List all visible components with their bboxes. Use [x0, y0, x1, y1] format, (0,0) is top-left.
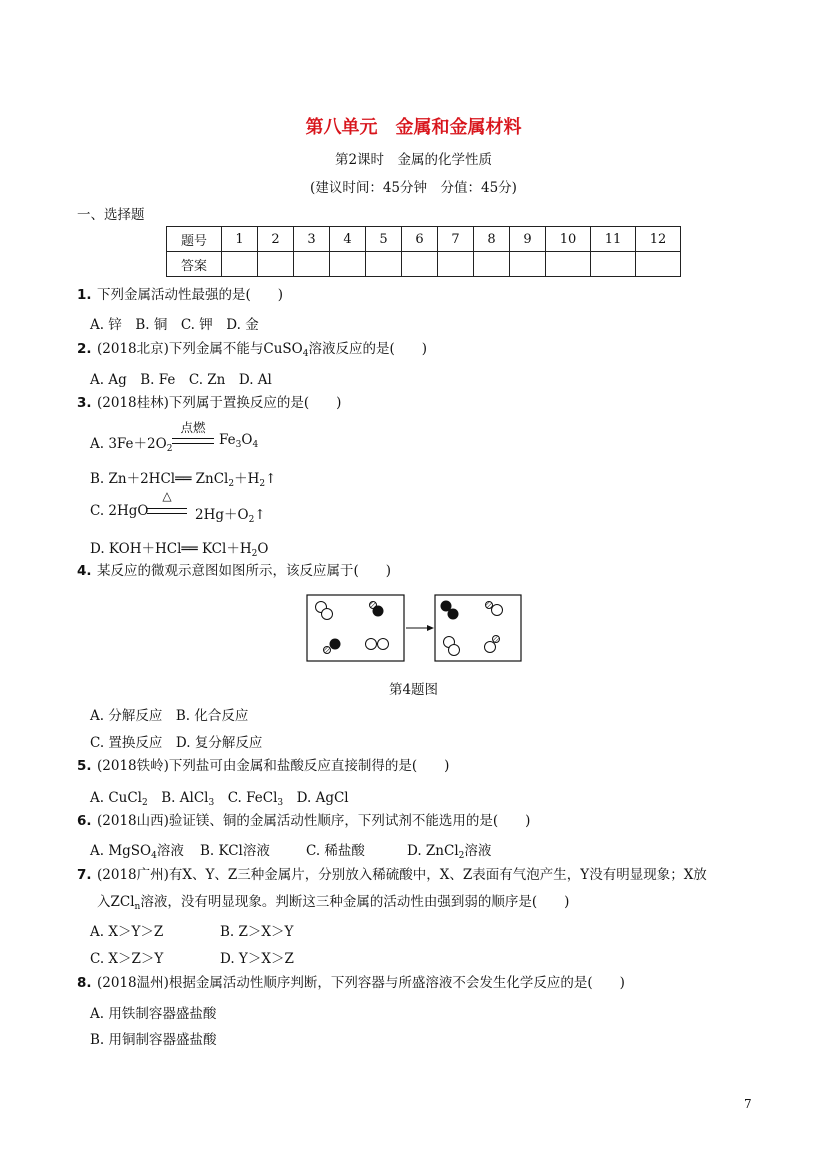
subscript: 2 — [248, 515, 255, 525]
equals-sign — [172, 438, 214, 444]
question-7-line-2 — [97, 893, 569, 916]
option-6d — [407, 839, 491, 861]
time-note: (建议时间：45分钟 分值：45分) — [310, 180, 517, 196]
equation-text: O — [241, 432, 253, 448]
option-8a: A. 用铁制容器盛盐酸 — [90, 1006, 217, 1022]
subscript: 3 — [235, 440, 242, 450]
question-number: 8. — [77, 975, 92, 991]
question-text: 入ZCl — [97, 894, 135, 910]
answer-cell[interactable] — [636, 252, 681, 277]
answer-cell[interactable] — [330, 252, 366, 277]
subscript: 2 — [142, 798, 148, 808]
option-text: A. MgSO — [90, 843, 152, 859]
answer-table — [166, 226, 681, 277]
option-6c: C. 稀盐酸 — [306, 843, 365, 859]
subscript: 2 — [251, 549, 258, 559]
section-heading: 一、选择题 — [77, 207, 145, 223]
question-5 — [77, 757, 449, 775]
option-text: B. AlCl — [147, 790, 209, 806]
option-7d: D. Y＞X＞Z — [220, 951, 294, 967]
arrow-head-icon — [427, 625, 434, 631]
question-number: 3. — [77, 395, 92, 411]
question-text: 溶液，没有明显现象。判断这三种金属的活动性由强到弱的顺序是( ) — [140, 894, 570, 910]
equation-text: ＋H — [234, 471, 260, 487]
table-cell: 8 — [474, 227, 510, 252]
question-4-options: C. 置换反应 D. 复分解反应 — [90, 735, 263, 751]
subscript: n — [134, 902, 141, 912]
question-2-options: A. Ag B. Fe C. Zn D. Al — [90, 372, 272, 388]
option-text: D. AgCl — [283, 790, 349, 806]
option-7a: A. X＞Y＞Z — [90, 924, 164, 940]
question-number: 7. — [77, 867, 92, 883]
option-7b: B. Z＞X＞Y — [220, 924, 294, 940]
option-3d — [90, 537, 268, 559]
question-number: 4. — [77, 563, 92, 579]
option-6a — [90, 839, 184, 861]
equation-text: Fe — [219, 432, 236, 448]
option-3b — [90, 467, 276, 489]
option-text: C. FeCl — [214, 790, 278, 806]
table-cell: 5 — [366, 227, 402, 252]
answer-cell[interactable] — [546, 252, 591, 277]
question-text: (2018北京)下列金属不能与CuSO — [97, 341, 303, 357]
question-text: 下列金属活动性最强的是( ) — [97, 287, 284, 303]
subscript: 2 — [458, 851, 465, 861]
answer-cell[interactable] — [294, 252, 330, 277]
question-text: (2018山西)验证镁、铜的金属活动性顺序，下列试剂不能选用的是( ) — [97, 813, 531, 829]
reaction-diagram — [306, 594, 522, 662]
unit-title: 第八单元 金属和金属材料 — [305, 117, 522, 138]
table-cell: 1 — [222, 227, 258, 252]
answer-cell[interactable] — [474, 252, 510, 277]
subscript: 4 — [302, 349, 309, 359]
question-6 — [77, 812, 530, 830]
subscript: 2 — [259, 479, 266, 489]
answer-cell[interactable] — [222, 252, 258, 277]
subscript: 4 — [252, 440, 259, 450]
question-text: (2018温州)根据金属活动性顺序判断，下列容器与所盛溶液不会发生化学反应的是( ) — [97, 975, 625, 991]
question-2 — [77, 340, 427, 363]
option-text: D. ZnCl — [407, 843, 459, 859]
equation-product — [219, 432, 258, 450]
answer-cell[interactable] — [591, 252, 636, 277]
answer-cell[interactable] — [258, 252, 294, 277]
subscript: 4 — [151, 851, 157, 861]
equation-text: 2Hg＋O — [195, 507, 249, 523]
answer-cell[interactable] — [438, 252, 474, 277]
question-8 — [77, 974, 625, 992]
question-number: 1. — [77, 287, 92, 303]
table-cell: 6 — [402, 227, 438, 252]
answer-cell[interactable] — [402, 252, 438, 277]
table-cell: 9 — [510, 227, 546, 252]
table-cell: 2 — [258, 227, 294, 252]
table-cell: 10 — [546, 227, 591, 252]
answer-cell[interactable] — [366, 252, 402, 277]
question-5-options — [90, 786, 349, 808]
option-text: 溶液 — [464, 843, 492, 859]
equation-text: B. Zn＋2HCl══ ZnCl — [90, 471, 229, 487]
gas-arrow-icon: ↑ — [265, 471, 277, 487]
option-7c: C. X＞Z＞Y — [90, 951, 164, 967]
question-3 — [77, 394, 341, 412]
gas-arrow-icon: ↑ — [254, 507, 266, 523]
row-label: 题号 — [167, 227, 222, 252]
subscript: 3 — [277, 798, 284, 808]
table-cell: 7 — [438, 227, 474, 252]
equation-product — [195, 503, 266, 525]
question-number: 5. — [77, 758, 92, 774]
option-6b: B. KCl溶液 — [200, 843, 270, 859]
question-text: 某反应的微观示意图如图所示，该反应属于( ) — [97, 563, 392, 579]
question-4-options: A. 分解反应 B. 化合反应 — [90, 708, 249, 724]
figure-caption: 第4题图 — [388, 682, 439, 698]
table-cell: 4 — [330, 227, 366, 252]
table-cell: 3 — [294, 227, 330, 252]
question-text: 溶液反应的是( ) — [308, 341, 428, 357]
option-8b: B. 用铜制容器盛盐酸 — [90, 1032, 217, 1048]
question-4 — [77, 562, 391, 580]
option-text: 溶液 — [156, 843, 184, 859]
option-3c: C. 2HgO — [90, 503, 149, 519]
question-1-options: A. 锌 B. 铜 C. 钾 D. 金 — [90, 317, 259, 333]
option-3a — [90, 432, 172, 454]
table-cell: 11 — [591, 227, 636, 252]
answer-cell[interactable] — [510, 252, 546, 277]
reaction-condition: 点燃 — [180, 420, 206, 435]
table-row — [167, 252, 681, 277]
question-text: (2018铁岭)下列盐可由金属和盐酸反应直接制得的是( ) — [97, 758, 450, 774]
question-7 — [77, 866, 707, 884]
page-number: 7 — [744, 1097, 752, 1111]
question-number: 6. — [77, 813, 92, 829]
table-row — [167, 227, 681, 252]
equation-text: D. KOH＋HCl══ KCl＋H — [90, 541, 252, 557]
equation-text: O — [257, 541, 269, 557]
equation-text: A. 3Fe＋2O — [90, 436, 167, 452]
table-cell: 12 — [636, 227, 681, 252]
question-text: (2018广州)有X、Y、Z三种金属片，分别放入稀硫酸中，X、Z表面有气泡产生，Y没有明显现象；X放 — [97, 867, 707, 883]
subscript: 2 — [228, 479, 235, 489]
subscript: 2 — [166, 444, 173, 454]
equals-sign — [147, 508, 187, 514]
subscript: 3 — [208, 798, 215, 808]
question-text: (2018桂林)下列属于置换反应的是( ) — [97, 395, 342, 411]
lesson-title: 第2课时 金属的化学性质 — [334, 152, 493, 168]
row-label: 答案 — [167, 252, 222, 277]
question-number: 2. — [77, 341, 92, 357]
option-text: A. CuCl — [90, 790, 143, 806]
question-1 — [77, 286, 283, 304]
reaction-condition: △ — [162, 489, 172, 503]
